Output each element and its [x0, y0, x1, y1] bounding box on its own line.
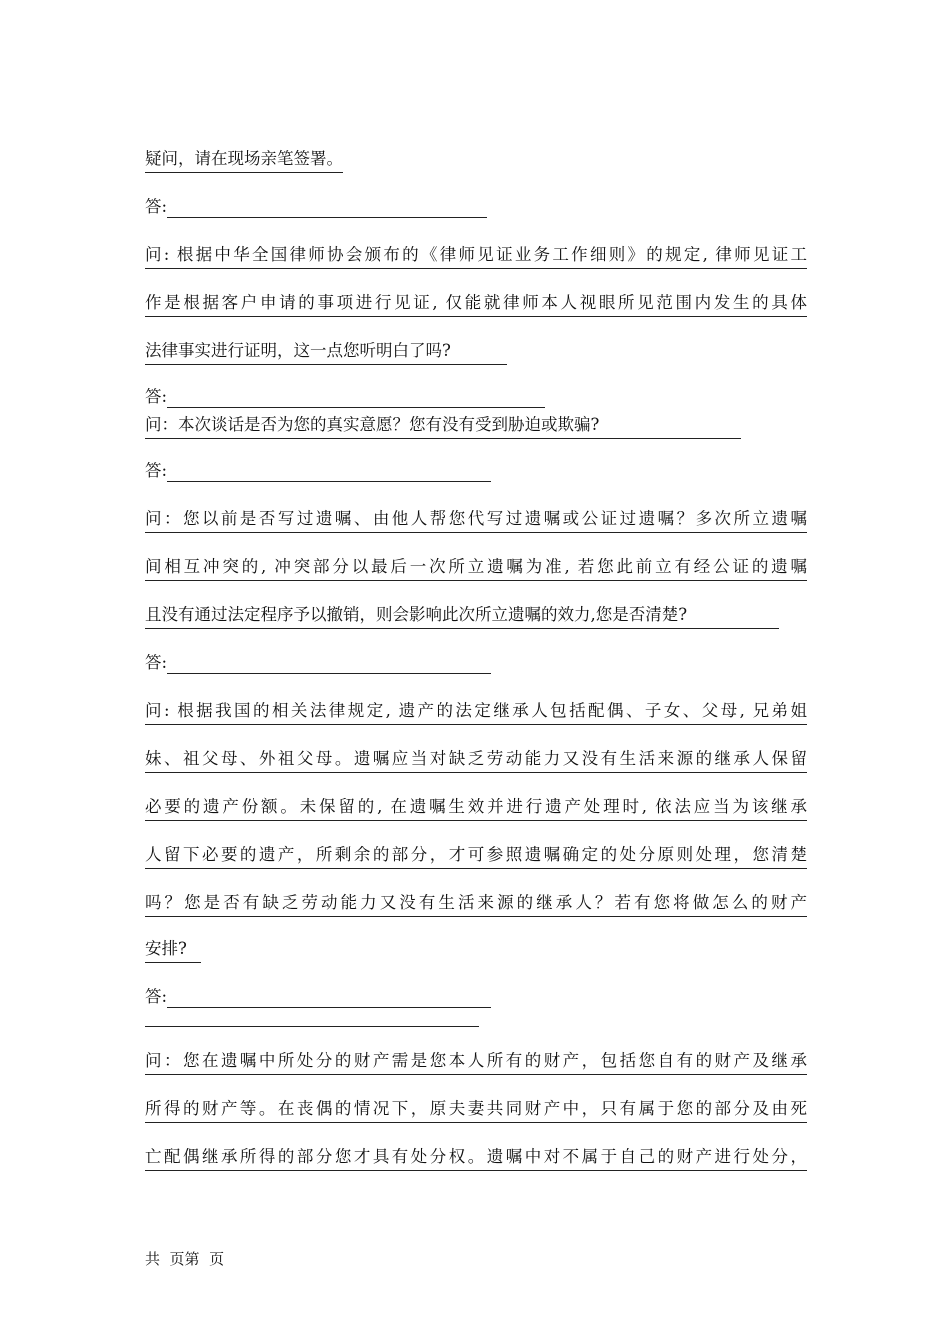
answer-blank[interactable]: [167, 463, 491, 482]
underlined-text: 间相互冲突的, 冲突部分以最后一次所立遗嘱为准, 若您此前立有经公证的遗嘱: [145, 556, 807, 581]
question-line: [145, 508, 807, 533]
question-line: [145, 244, 807, 269]
answer-blank[interactable]: [167, 199, 487, 218]
answer-line: [145, 986, 491, 1008]
answer-line: [145, 386, 545, 408]
underlined-text: 且没有通过法定程序予以撤销，则会影响此次所立遗嘱的效力,您是否清楚?: [145, 604, 779, 629]
question-line: [145, 844, 807, 869]
underlined-text: 疑问，请在现场亲笔签署。: [145, 148, 343, 173]
answer-line: [145, 652, 491, 674]
underlined-text: 必要的遗产份额。未保留的, 在遗嘱生效并进行遗产处理时, 依法应当为该继承: [145, 796, 807, 821]
page-footer: 共 页第 页: [145, 1250, 225, 1268]
underlined-text: 所得的财产等。在丧偶的情况下，原夫妻共同财产中，只有属于您的部分及由死: [145, 1098, 807, 1123]
underlined-text: 问：您以前是否写过遗嘱、由他人帮您代写过遗嘱或公证过遗嘱？多次所立遗嘱: [145, 508, 807, 533]
underlined-text: 法律事实进行证明，这一点您听明白了吗?: [145, 340, 507, 365]
text-line: [145, 148, 343, 173]
question-line: [145, 748, 807, 773]
question-line: [145, 700, 807, 725]
underlined-text: 问: 根据我国的相关法律规定, 遗产的法定继承人包括配偶、子女、父母, 兄弟姐: [145, 700, 807, 725]
underlined-text: 亡配偶继承所得的部分您才具有处分权。遗嘱中对不属于自己的财产进行处分，: [145, 1146, 807, 1171]
underlined-text: 问: 根据中华全国律师协会颁布的《律师见证业务工作细则》的规定, 律师见证工: [145, 244, 807, 269]
question-line: [145, 414, 741, 439]
answer-blank[interactable]: [167, 989, 491, 1008]
question-line: [145, 1050, 807, 1075]
answer-label: 答:: [145, 461, 168, 480]
underlined-text: 作是根据客户申请的事项进行见证, 仅能就律师本人视眼所见范围内发生的具体: [145, 292, 807, 317]
answer-blank[interactable]: [167, 655, 491, 674]
question-line: [145, 892, 807, 917]
answer-blank-continuation[interactable]: [145, 1026, 479, 1027]
answer-label: 答:: [145, 653, 168, 672]
answer-label: 答:: [145, 197, 168, 216]
answer-label: 答:: [145, 387, 168, 406]
question-line: [145, 1098, 807, 1123]
underlined-text: 人留下必要的遗产，所剩余的部分，才可参照遗嘱确定的处分原则处理，您清楚: [145, 844, 807, 869]
answer-label: 答:: [145, 987, 168, 1006]
question-line: [145, 556, 807, 581]
question-line: [145, 604, 779, 629]
question-line: [145, 1146, 807, 1171]
answer-blank[interactable]: [167, 389, 545, 408]
question-line: [145, 938, 201, 963]
question-line: [145, 796, 807, 821]
question-line: [145, 340, 507, 365]
answer-line: [145, 196, 487, 218]
underlined-text: 妹、祖父母、外祖父母。遗嘱应当对缺乏劳动能力又没有生活来源的继承人保留: [145, 748, 807, 773]
underlined-text: 吗？您是否有缺乏劳动能力又没有生活来源的继承人？若有您将做怎么的财产: [145, 892, 807, 917]
underlined-text: 安排?: [145, 938, 201, 963]
question-line: [145, 292, 807, 317]
underlined-text: 问：本次谈话是否为您的真实意愿？您有没有受到胁迫或欺骗?: [145, 414, 741, 439]
underlined-text: 问：您在遗嘱中所处分的财产需是您本人所有的财产，包括您自有的财产及继承: [145, 1050, 807, 1075]
answer-line: [145, 460, 491, 482]
